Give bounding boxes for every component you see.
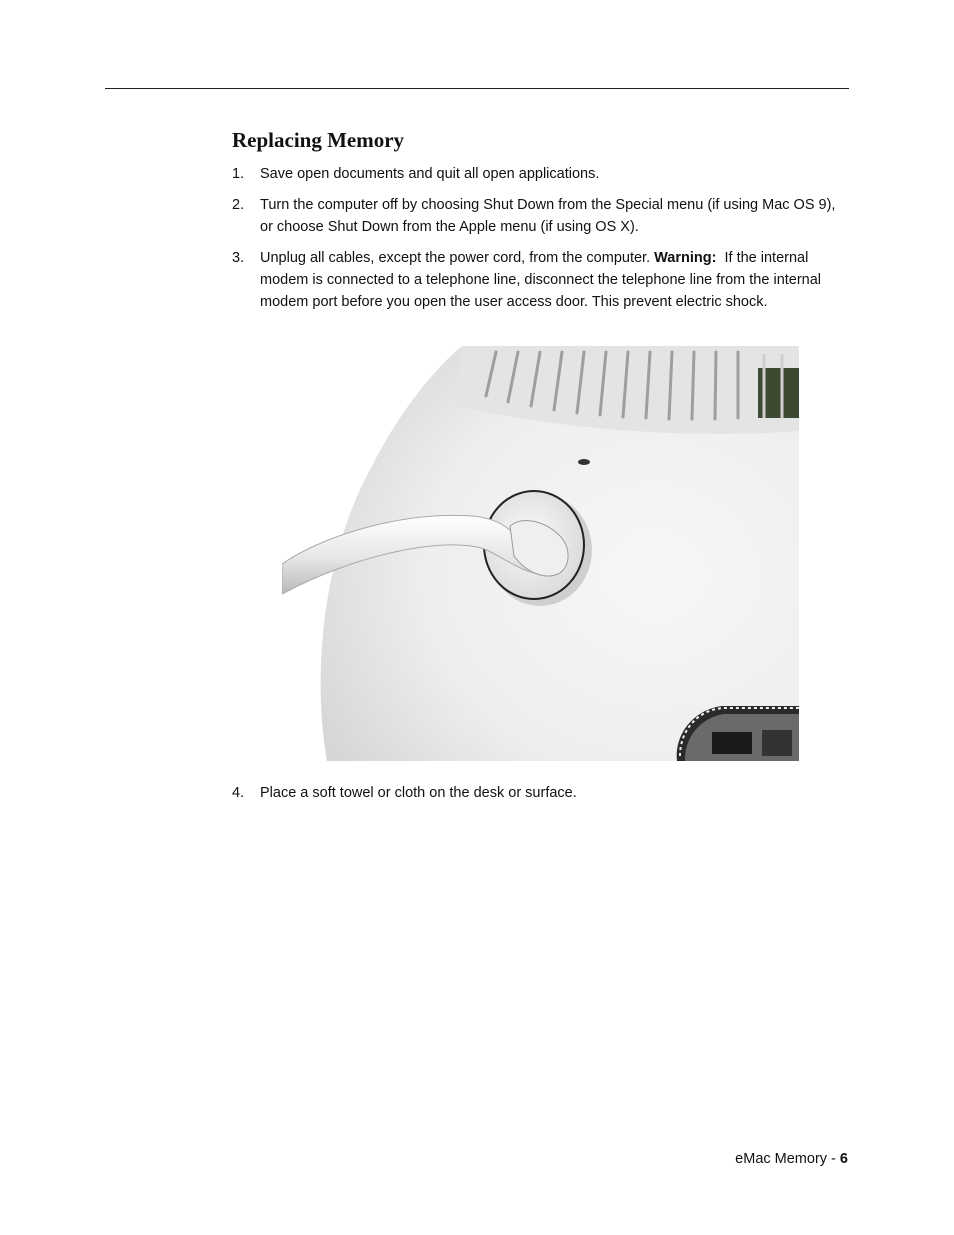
port-connector: [762, 730, 792, 756]
step-text: [260, 247, 852, 313]
warning-label: Warning:: [654, 250, 717, 266]
step-number: 4.: [232, 785, 245, 801]
section-title: Replacing Memory: [232, 128, 405, 152]
screw-hole: [578, 459, 590, 465]
page-number: 6: [839, 1151, 848, 1167]
step-number: 2.: [232, 197, 245, 213]
step-text: Save open documents and quit all open applications.: [260, 166, 600, 182]
step-text: Place a soft towel or cloth on the desk or surface.: [260, 785, 577, 801]
step-text-after: If the internal modem is connected to a telephone line, disconnect the telephone line from the internal modem port before you open the user access door. This prevent electric shock.: [260, 250, 822, 310]
step-text: Turn the computer off by choosing Shut Down from the Special menu (if using Mac OS 9), or choose Shut Down from the Apple menu (if using OS X).: [260, 197, 836, 235]
header-rule: [105, 88, 849, 89]
port-connector: [712, 732, 752, 754]
step-text-before: Unplug all cables, except the power cord, from the computer.: [260, 250, 651, 266]
footer-label: eMac Memory -: [735, 1151, 840, 1167]
page-footer: [735, 1151, 848, 1167]
step-4: [232, 782, 852, 804]
emac-power-cord-photo: [282, 346, 799, 761]
step-number: 3.: [232, 250, 245, 266]
step-3: [232, 247, 852, 313]
step-1: [232, 163, 852, 185]
step-number: 1.: [232, 166, 245, 182]
step-2: [232, 194, 852, 238]
